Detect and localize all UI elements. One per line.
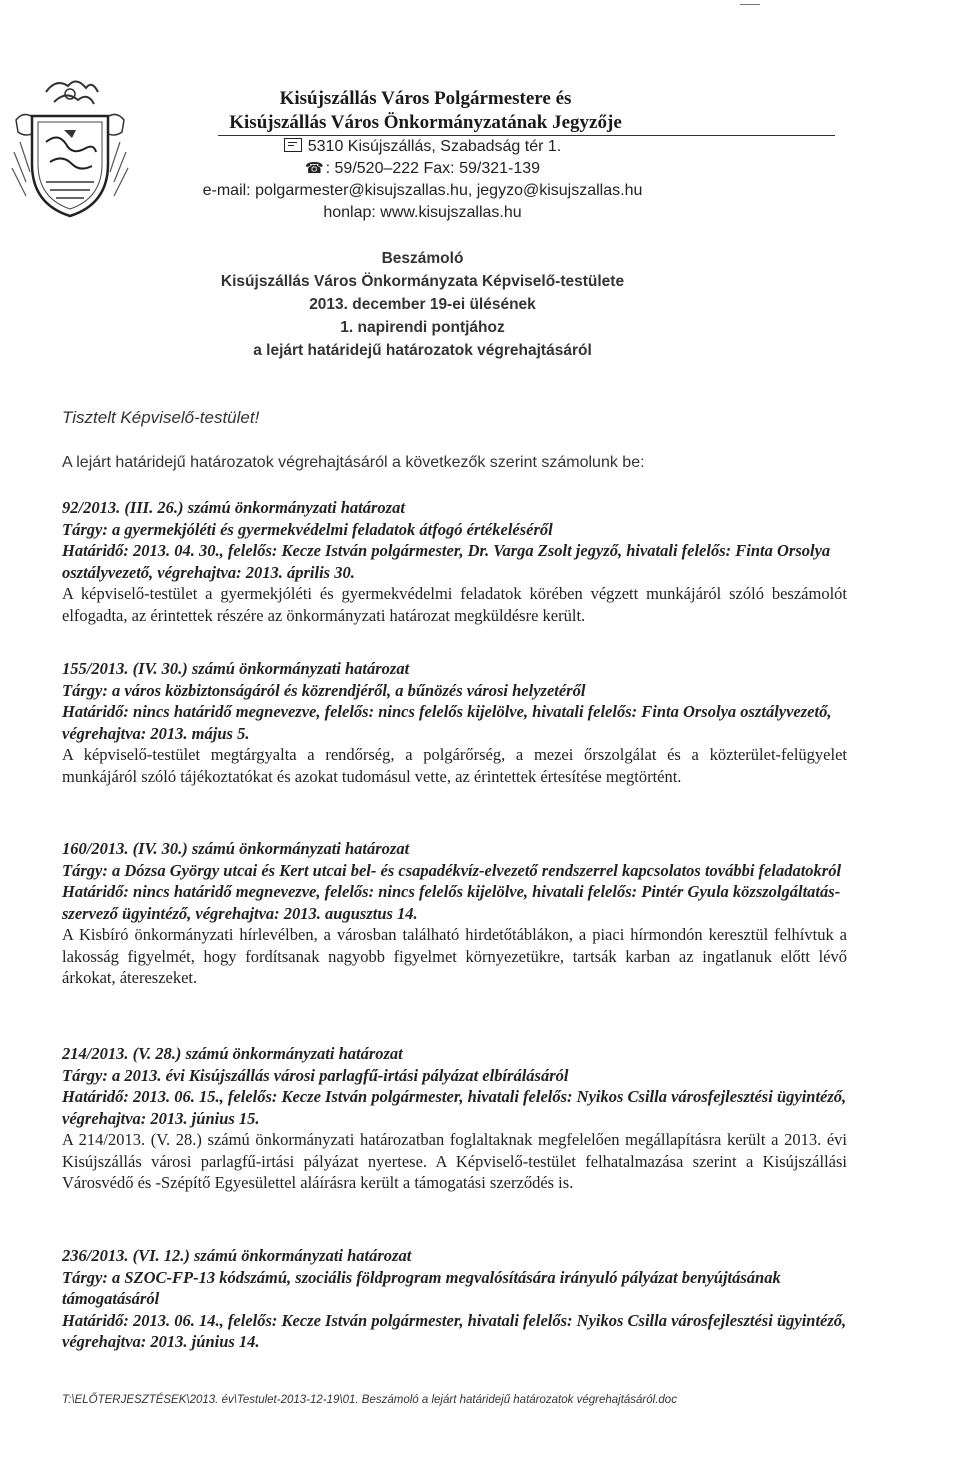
greeting: Tisztelt Képviselő-testület! [62,408,260,427]
resolution-heading: 92/2013. (III. 26.) számú önkormányzati határozat [62,498,405,517]
resolution-item [62,838,847,989]
resolution-heading: 214/2013. (V. 28.) számú önkormányzati határozat [62,1044,403,1063]
title-line-5: a lejárt határidejű határozatok végrehajtásáról [253,342,592,359]
resolution-subject: Tárgy: a város közbiztonságáról és közrendjéről, a bűnözés városi helyzetéről [62,680,586,700]
resolution-text: A képviselő-testület megtárgyalta a rendőrség, a polgárőrség, a mezei őrszolgálat és a közterület-felügyelet munkájáról szóló tájékoztatókat és azokat tudomásul vette, az érintettek értesítése megtörtént. [62,745,847,786]
resolution-text: A 214/2013. (V. 28.) számú önkormányzati határozatban foglaltaknak megfelelően megállapításra került a 2013. évi Kisújszállás városi parlagfű-irtási pályázat nyertese. A Képviselő-testület felhatalmazása szerint a Kisújszállási Városvédő és -Szépítő Egyesülettel aláírásra került a támogatási szerződés is. [62,1130,847,1192]
resolution-item [62,497,847,626]
resolution-heading: 160/2013. (IV. 30.) számú önkormányzati határozat [62,839,410,858]
envelope-icon [284,138,302,152]
resolution-item [62,1043,847,1194]
resolution-text: A képviselő-testület a gyermekjóléti és gyermekvédelmi feladatok körében végzett munkájáról szóló beszámolót elfogadta, az érintettek részére az önkormányzati határozat megküldésre került. [62,584,847,625]
homepage-line: honlap: www.kisujszallas.hu [323,204,522,221]
telephone-icon: ☎ [304,160,324,177]
resolution-subject: Tárgy: a gyermekjóléti és gyermekvédelmi feladatok átfogó értékeléséről [62,519,553,539]
phone-text: : 59/520–222 Fax: 59/321-139 [325,160,541,177]
resolution-deadline: Határidő: 2013. 06. 14., felelős: Kecze István polgármester, hivatali felelős: Nyikos Csilla városfejlesztési ügyintéző, végrehajtva: 2013. június 14. [62,1310,847,1351]
email-line: e-mail: polgarmester@kisujszallas.hu, jegyzo@kisujszallas.hu [202,182,643,199]
header-line-1: Kisújszállás Város Polgármestere és [279,88,572,109]
resolution-deadline: Határidő: nincs határidő megnevezve, felelős: nincs felelős kijelölve, hivatali felelős: Finta Orsolya osztályvezető, végrehajtva: 2013. május 5. [62,702,832,743]
page-edge-mark [740,4,760,5]
header-line-2: Kisújszállás Város Önkormányzatának Jegyzője [229,112,622,133]
address-line [170,136,675,157]
title-line-4: 1. napirendi pontjához [340,319,505,336]
resolution-item [62,658,847,787]
file-path-footer: T:\ELŐTERJESZTÉSEK\2013. év\Testulet-2013-12-19\01. Beszámoló a lejárt határidejű határozatok végrehajtásáról.doc [62,1394,677,1406]
resolution-deadline: Határidő: 2013. 06. 15., felelős: Kecze István polgármester, hivatali felelős: Nyikos Csilla városfejlesztési ügyintéző, végrehajtva: 2013. június 15. [62,1087,847,1128]
report-title [160,247,685,362]
resolution-subject: Tárgy: a 2013. évi Kisújszállás városi parlagfű-irtási pályázat elbírálásáról [62,1065,569,1085]
phone-line [170,158,675,179]
resolution-item [62,1245,847,1353]
coat-of-arms-icon [6,72,134,222]
title-line-1: Beszámoló [381,250,464,267]
address-text: 5310 Kisújszállás, Szabadság tér 1. [307,138,562,155]
title-line-3: 2013. december 19-ei ülésének [309,296,536,313]
intro-text: A lejárt határidejű határozatok végrehajtásáról a következők szerint számolunk be: [62,454,645,471]
resolution-heading: 236/2013. (VI. 12.) számú önkormányzati határozat [62,1246,412,1265]
resolution-deadline: Határidő: 2013. 04. 30., felelős: Kecze István polgármester, Dr. Varga Zsolt jegyző, hivatali felelős: Finta Orsolya osztályvezető, végrehajtva: 2013. április 30. [62,541,831,582]
resolution-heading: 155/2013. (IV. 30.) számú önkormányzati határozat [62,659,410,678]
resolution-text: A Kisbíró önkormányzati hírlevélben, a városban található hirdetőtáblákon, a piaci hírmondón keresztül felhívtuk a lakosság figyelmét, hogy fordítsanak nagyobb figyelmet környezetükre, tartsák karban az ingatlanuk előtt lévő árkokat, átereszeket. [62,925,847,987]
resolution-subject: Tárgy: a Dózsa György utcai és Kert utcai bel- és csapadékvíz-elvezető rendszerrel kapcsolatos további feladatokról [62,860,842,880]
resolution-subject: Tárgy: a SZOC-FP-13 kódszámú, szociális földprogram megvalósítására irányuló pályázat benyújtásának támogatásáról [62,1267,781,1308]
title-line-2: Kisújszállás Város Önkormányzata Képviselő-testülete [220,273,625,290]
resolution-deadline: Határidő: nincs határidő megnevezve, felelős: nincs felelős kijelölve, hivatali felelős: Pintér Gyula közszolgáltatás-szervező ügyintéző, végrehajtva: 2013. augusztus 14. [62,882,841,923]
